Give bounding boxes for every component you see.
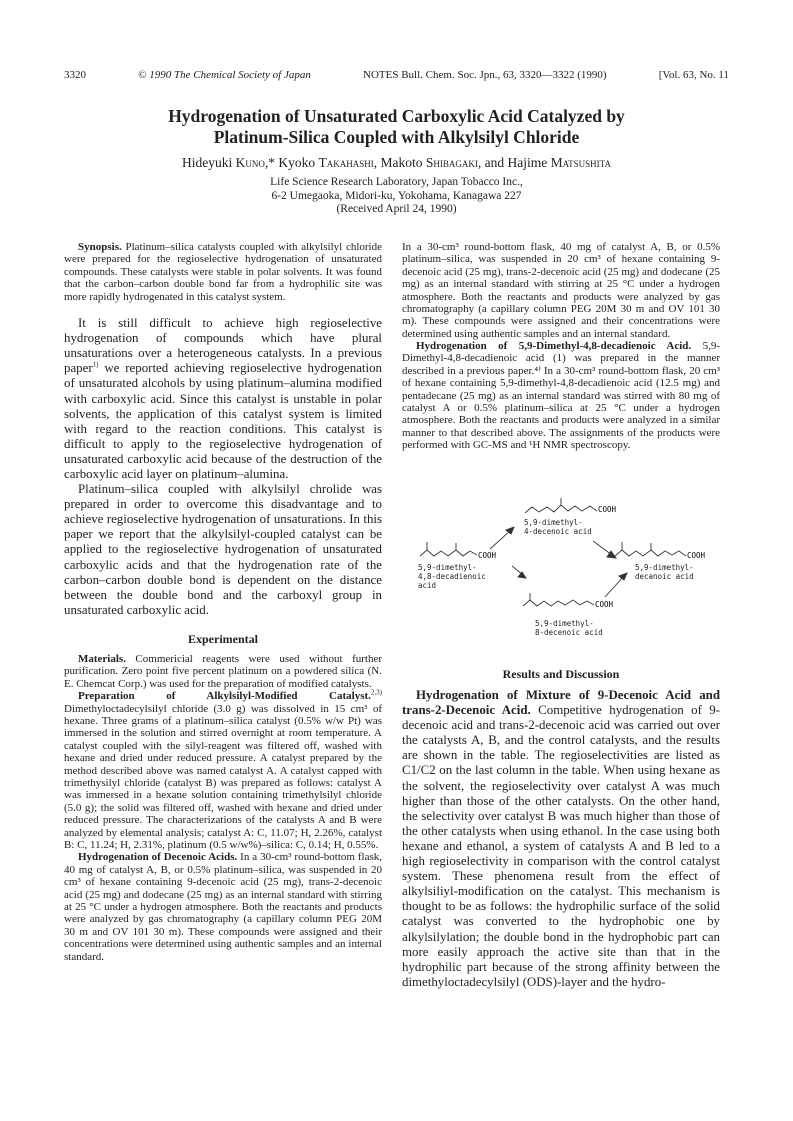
- page-number: 3320: [64, 69, 86, 81]
- running-header: [64, 69, 729, 81]
- right-compound-name: 5,9-dimethyl- decanoic acid: [635, 563, 694, 581]
- materials-paragraph: Materials. Commericial reagents were used without further purification. Zero point five percent platinum on a powdered silica (N. E. Chemcat Corp.) was used for the preparation of modified catalysts.: [64, 652, 382, 690]
- section-heading-experimental: Experimental: [188, 631, 258, 646]
- right-cooh-label: COOH: [687, 551, 706, 560]
- bottom-compound-name: 5,9-dimethyl- 8-decenoic acid: [535, 619, 603, 637]
- results-paragraph: Hydrogenation of Mixture of 9-Decenoic Acid and trans-2-Decenoic Acid. Competitive hydrogenation of 9-decenoic acid and trans-2-decenoic acid was carried out over the catalysts A, B, and the control catalysts, and the results are shown in the table. The regioselectivities are listed as C1/C2 on the last column in the table. When using hexane as the solvent, the regioselectivity over catalyst A was much higher than those of the other catalysts. On the other hand, the selectivity over catalyst B was much higher than those of the other catalysts when using ethanol. In the case using both hexane and ethanol, a system of catalysts A and B led to a high regioselectivity in comparison with the control catalyst system. These phenomena result from the effect of alkylsiliyl-modification on the catalyst. This mechanism is thought to be as follows: the hydrophilic surface of the solid catalyst was converted to the hydrophobic one by alkylsilylation; the double bond in the hydrophobic part can more easily approach the active site than that in the hydrophilic part because of the strong affinity between the dimethyloctadecylsilyl (ODS)-layer and the hydro-: [402, 688, 720, 989]
- top-cooh-label: COOH: [598, 505, 617, 514]
- dimethyl-paragraph: Hydrogenation of 5,9-Dimethyl-4,8-decadienoic Acid. 5,9-Dimethyl-4,8-decadienoic acid (1) was prepared in the manner described in a previous paper.⁴⁾ In a 30-cm³ round-bottom flask, 20 cm³ of hexane containing 5,9-dimethyl-4,8-decadienoic acid (12.5 mg) and pentadecane (25 mg) as an internal standard was stirred with 80 mg of catalyst A or 0.5% platinum–silica at 25 °C under a hydrogen atmosphere. Both the reactants and products were analyzed in a similar manner to that described above. The assignments of the products were performed with GC-MS and ¹H NMR spectroscopy.: [402, 340, 720, 452]
- section-heading-results: Results and Discussion: [502, 667, 620, 681]
- top-compound-name: 5,9-dimethyl- 4-decenoic acid: [524, 518, 592, 536]
- left-column: [64, 241, 382, 963]
- copyright: © 1990 The Chemical Society of Japan: [138, 69, 311, 81]
- hydrogenation-continued: In a 30-cm³ round-bottom flask, 40 mg of catalyst A, B, or 0.5% platinum–silica, was suspended in 20 cm³ of hexane containing 9-decenoic acid (25 mg), trans-2-decenoic acid (25 mg) and dodecane (25 mg) as an internal standard with stirring at 25 °C under a hydrogen atmosphere. Both the reactants and products were analyzed by gas chromatography (a capillary column PEG 20M 30 m and OV 101 30 m). These compounds were assigned and their concentrations were determined using authentic samples and an internal standard.: [402, 241, 720, 340]
- intro-paragraph-2: Platinum–silica coupled with alkylsilyl chrolide was prepared in order to overcome this disadvantage and to achieve regioselective hydrogenation of unsaturations. In this paper we report that the alkylsilyl-coupled catalyst can be applied to the regioselective hydrogenation of unsaturated carboxylic acids and that the hydrogenation rate of the carbon–carbon double bond is dependent on the distance between the double bond and the carboxyl group in unsaturated carboxylic acid.: [64, 482, 382, 617]
- affiliation: Life Science Research Laboratory, Japan Tobacco Inc., 6-2 Umegaoka, Midori-ku, Yokohama, Kanagawa 227 (Received April 24, 1990): [270, 176, 523, 215]
- preparation-paragraph: Preparation of Alkylsilyl-Modified Catalyst.$^{2,3)}$ Dimethyloctadecylsilyl chloride (3.0 g) was dissolved in 15 cm³ of hexane. Three grams of a platinum–silica catalyst (0.5% w/w Pt) was immersed in the solution and stirred overnight at room temperature. A catalyst coupled with the silyl-reagent was filtered off, washed with hexane and dried under reduced pressure. A catalyst prepared by the method described above was named catalyst A. A catalyst capped with trimethysilyl chloride (catalyst B) was prepared as follows: catalyst A was immersed in a hexane solution containing trimethylsilyl chloride (5.0 g); the solid was filtered off, washed with hexane and dried under reduced pressure. The characterizations of the catalysts A and B were analyzed by elemental analysis; catalyst A: C, 11.07; H, 2.26%, catalyst B: C, 11.24; H, 2.31%, platinum (0.5 w/w%)–silica: C, 0.14; H, 0.55%.: [64, 688, 382, 851]
- bottom-cooh-label: COOH: [595, 600, 614, 609]
- hydrogenation-paragraph: Hydrogenation of Decenoic Acids. In a 30-cm³ round-bottom flask, 40 mg of catalyst A, B, or 0.5% platinum–silica, was suspended in 20 cm³ of hexane containing 9-decenoic acid (25 mg), trans-2-decenoic acid (25 mg) and dodecane (25 mg) as an internal standard with stirring at 25 °C under a hydrogen atmosphere. Both the reactants and products were analyzed by gas chromatography (a capillary column PEG 20M 30 m and OV 101 30 m). These compounds were assigned and their concentrations were determined using authentic samples and an internal standard.: [64, 851, 382, 963]
- right-column-upper: [402, 241, 720, 452]
- volume-info: [Vol. 63, No. 11: [658, 69, 729, 81]
- author-list: Hideyuki Kuno,* Kyoko Takahashi, Makoto Shibagaki, and Hajime Matsushita: [182, 155, 611, 170]
- top-molecule-structure: [525, 498, 597, 513]
- left-compound-name: 5,9-dimethyl- 4,8-decadienoic acid: [418, 563, 486, 590]
- right-column-lower: [402, 667, 720, 990]
- intro-paragraph-1: It is still difficult to achieve high regioselective hydrogenation of compounds which have plural unsaturations over a heterogeneous catalysts. In a previous paper$^{1)}$ we reported achieving regioselective hydrogenation of unsaturated alcohols by using platinum–alumina modified with carboxylic acid. Since this catalyst is unstable in polar solvents, the application of this catalyst system is limited with regard to the reaction conditions. This catalyst is difficult to apply to the regioselective hydrogenation of unsaturated carboxylic acid because of the destruction of the carboxylic acid layer on platinum–alumina.: [64, 316, 382, 481]
- synopsis: Synopsis. Platinum–silica catalysts coupled with alkylsilyl chloride were prepared for the regioselective hydrogenation of unsaturated compounds. These catalysts were stable in polar solvents. It was found that the carbon–carbon double bond far from a hydrophilic site was more rapidly hydrogenated in this catalyst system.: [64, 241, 382, 303]
- left-molecule-structure: [420, 542, 477, 556]
- left-cooh-label: COOH: [478, 551, 497, 560]
- right-molecule-structure: [615, 542, 686, 556]
- bottom-molecule-structure: [523, 593, 594, 606]
- journal-citation: NOTES Bull. Chem. Soc. Jpn., 63, 3320—3322 (1990): [363, 69, 607, 81]
- paper-title: Hydrogenation of Unsaturated Carboxylic Acid Catalyzed by Platinum-Silica Coupled with Alkylsilyl Chloride: [168, 106, 625, 147]
- reaction-scheme: [415, 493, 725, 643]
